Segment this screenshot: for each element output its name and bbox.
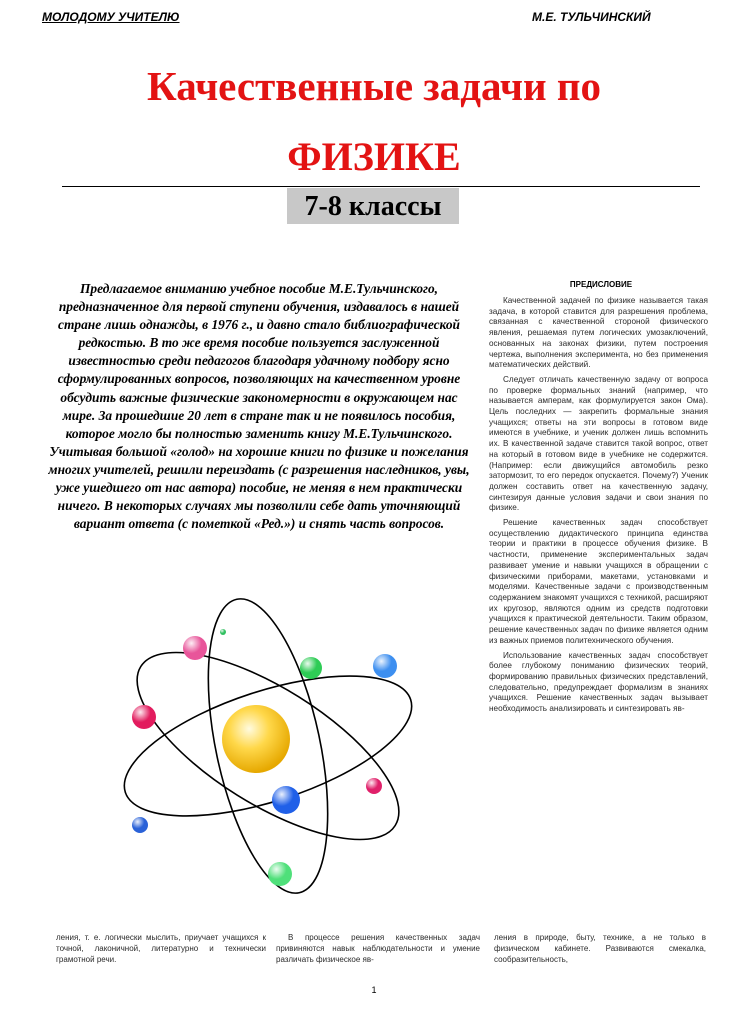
title-line-2: ФИЗИКЕ bbox=[287, 134, 461, 179]
footer-column-3: ления в природе, быту, технике, а не только в физическом кабинете. Развиваются смекалка, сообразительность, bbox=[494, 933, 706, 964]
title-line-1: Качественные задачи по bbox=[147, 63, 601, 109]
electron-highlight bbox=[183, 636, 207, 660]
preface-paragraph: Качественной задачей по физике называется такая задача, в которой ставится для разрешения проблема, связанная с качественной стороной физического явления, решаемая путем логических умозаключений, основанных на законах физики, путем построения чертежа, выполнения эксперимента, но без применения математических действий. bbox=[489, 296, 708, 370]
preface-paragraph: Использование качественных задач способствует более глубокому пониманию физических теорий, формированию правильных физических представлений, следовательно, предупреждает формализм в знаниях учащихся. Решение качественных задач вызывает необходимость анализировать и синтезировать яв- bbox=[489, 650, 708, 714]
title-divider bbox=[62, 186, 700, 187]
preface-text bbox=[489, 296, 708, 719]
electron-highlight bbox=[373, 654, 397, 678]
preface-title: ПРЕДИСЛОВИЕ bbox=[569, 280, 633, 289]
header-author: М.Е. ТУЛЬЧИНСКИЙ bbox=[532, 10, 651, 24]
footer-column-1: ления, т. е. логически мыслить, приучает учащихся к точной, лаконичной, литературно и технически грамотной речи. bbox=[56, 933, 266, 964]
intro-paragraph: Предлагаемое вниманию учебное пособие М.Е.Тульчинского, предназначенное для первой ступени обучения, издавалось в нашей стране лишь однажды, в 1976 г., и давно стало библиографической редкостью. В то же время пособие пользуется заслуженной известностью среди педагогов благодаря удачному подбору ясно сформулированных вопросов, позволяющих на качественном уровне обсудить важные физические закономерности в окружающем нас мире. За прошедшие 20 лет в стране так и не появилось пособия, которое могло бы полностью заменить книгу М.Е.Тульчинского. Учитывая большой «голод» на хорошие книги по физике и пожелания многих учителей, решили переиздать (с разрешения наследников, увы, уже ушедшего от нас автора) пособие, не меняя в нем практически ничего. В некоторых случаях мы позволили себе дать уточняющий вариант ответа (с пометкой «Ред.») и снять часть вопросов. bbox=[48, 281, 470, 532]
electron-highlight bbox=[268, 862, 292, 886]
page-number: 1 bbox=[371, 985, 377, 995]
grade-badge: 7-8 классы bbox=[287, 188, 459, 224]
electron-highlight bbox=[366, 778, 382, 794]
nucleus bbox=[222, 705, 290, 773]
electron-highlight bbox=[220, 629, 226, 635]
electron-highlight bbox=[272, 786, 300, 814]
preface-paragraph: Решение качественных задач способствует осуществлению дидактического принципа единства теории и практики в процессе обучения физике. В частности, применение экспериментальных задач развивает умение и навыки учащихся в обращении с физическими приборами, макетами, установками и моделями. Качественные задачи с производственным содержанием знакомят учащихся с техникой, расширяют их кругозор, являются одним из средств подготовки учащихся к практической деятельности. Таким образом, решение качественных задач по физике является одним из важных приемов политехнического обучения. bbox=[489, 518, 708, 645]
electron-highlight bbox=[132, 817, 148, 833]
electron-highlight bbox=[132, 705, 156, 729]
footer-column-2: В процессе решения качественных задач привиняются навык наблюдательности и умение различать физическое яв- bbox=[276, 933, 480, 964]
header-series-label: МОЛОДОМУ УЧИТЕЛЮ bbox=[42, 10, 180, 24]
electron-highlight bbox=[300, 657, 322, 679]
preface-paragraph: Следует отличать качественную задачу от вопроса по проверке формальных знаний (например, что называется амперам, как формулируется закон Ома). Цель последних — закрепить формальные знания учащихся; ответы на эти вопросы в готовом виде имеются в учебнике, и ученик должен лишь вспомнить их. В качественной задаче ставится такой вопрос, ответ на который в готовом виде в учебнике не содержится. (Например: если движущийся автомобиль резко затормозит, то его передок опускается. Почему?) Ученик должен составить ответ на качественную задачу, синтезируя данные условия задачи и свои знания по физике. bbox=[489, 374, 708, 513]
atom-icon bbox=[118, 596, 418, 901]
